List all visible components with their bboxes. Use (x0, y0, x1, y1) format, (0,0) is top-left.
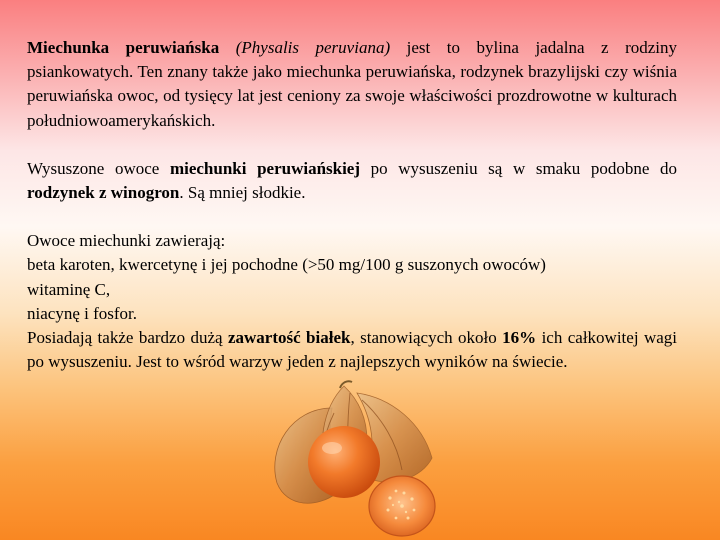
intro-paragraph (27, 36, 677, 133)
protein-bold-1: zawartość białek (227, 328, 351, 348)
whole-fruit (308, 426, 380, 498)
latin-name: (Physalis peruviana) (235, 38, 391, 57)
intro-text: jest to bylina jadalna z rodziny psiankowatych. Ten znany także jako miechunka peruwiańska, rodzynek brazylijski czy wiśnia peruwiańska owoc, od tysięcy lat jest ceniony za swoje właściwości prozdrowotne w kulturach południowoamerykańskich. (27, 38, 678, 130)
physalis-fruit-image (262, 378, 452, 540)
dried-text-1: Wysuszone owoce (27, 158, 170, 178)
protein-bold-2: 16% (502, 328, 537, 348)
dried-bold-1: miechunki peruwiańskiej (169, 158, 361, 178)
protein-text-3: ich całkowitej wagi po wysuszeniu. Jest to wśród warzyw jeden z najlepszych wyników na świecie. (27, 328, 677, 372)
dried-fruit-paragraph (27, 157, 677, 205)
protein-text-2: , stanowiących około (350, 328, 503, 348)
slide-text (27, 36, 677, 374)
dried-text-2: po wysuszeniu są w smaku podobne do (360, 158, 677, 178)
protein-paragraph (27, 326, 677, 374)
dried-text-3: . Są mniej słodkie. (179, 183, 306, 203)
nutrient-item: beta karoten, kwercetynę i jej pochodne (>50 mg/100 g suszonych owoców) (27, 255, 546, 275)
dried-bold-2: rodzynek z winogron (27, 183, 180, 203)
protein-text-1: Posiadają także bardzo dużą (27, 328, 228, 348)
nutrient-item: witaminę C, (27, 279, 111, 299)
nutrients-intro: Owoce miechunki zawierają: (27, 231, 226, 251)
nutrients-paragraph (27, 229, 677, 326)
plant-name: Miechunka peruwiańska (27, 38, 220, 57)
nutrient-item: niacynę i fosfor. (27, 303, 137, 323)
